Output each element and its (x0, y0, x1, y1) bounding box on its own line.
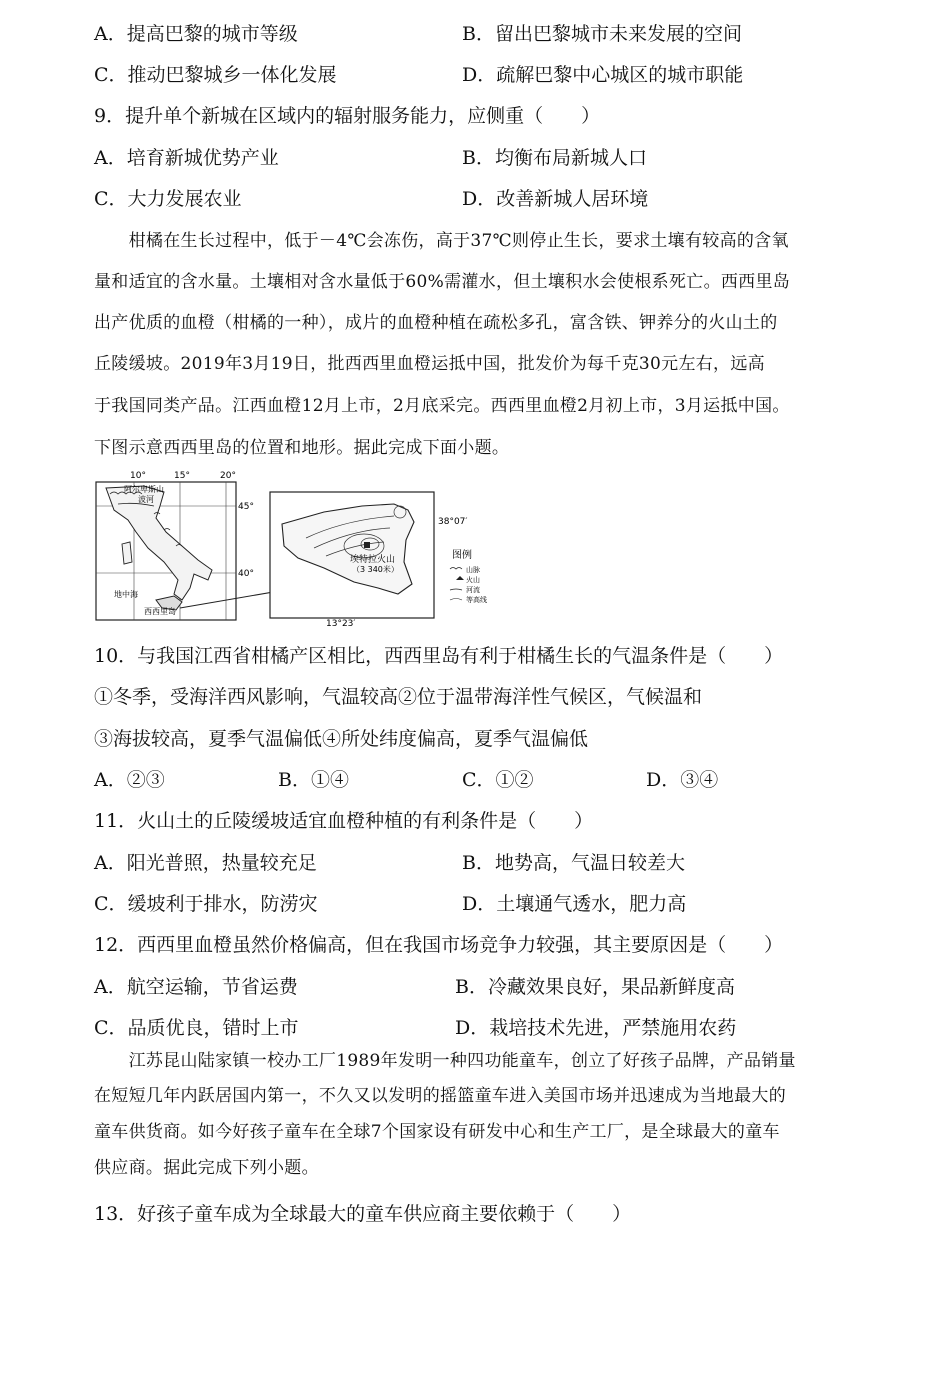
map-legend (450, 548, 487, 604)
passage1-line: 出产优质的血橙（柑橘的一种），成片的血橙种植在疏松多孔，富含铁、钾养分的火山土的 (94, 313, 778, 333)
legend-title: 图例 (452, 550, 472, 561)
lon-label: 20° (220, 471, 236, 481)
q8-option-d: D．疏解巴黎中心城区的城市职能 (462, 64, 744, 86)
q10-option-b: B．①④ (278, 769, 349, 791)
q10-option-c: C．①② (462, 769, 534, 791)
passage1-line: 柑橘在生长过程中，低于－4℃会冻伤，高于37℃则停止生长，要求土壤有较高的含氧 (94, 231, 789, 251)
q11-stem: 11．火山土的丘陵缓坡适宜血橙种植的有利条件是（ ） (94, 810, 594, 832)
q11-option-b: B．地势高，气温日较差大 (462, 852, 685, 874)
legend-item: 河流 (466, 586, 480, 594)
q11-option-c: C．缓坡利于排水，防涝灾 (94, 893, 318, 915)
q9-option-a: A．培育新城优势产业 (94, 147, 279, 169)
q9-option-c: C．大力发展农业 (94, 188, 242, 210)
q11-option-a: A．阳光普照，热量较充足 (94, 852, 317, 874)
lon-label: 10° (130, 471, 146, 481)
q12-option-b: B．冷藏效果良好，果品新鲜度高 (455, 976, 735, 998)
passage1-line: 量和适宜的含水量。土壤相对含水量低于60%需灌水，但土壤积水会使根系死亡。西西里岛 (94, 272, 791, 292)
sicily-detail-map (270, 492, 467, 626)
volcano-label: 埃特拉火山 (350, 555, 396, 565)
italy-overview-map (96, 471, 254, 620)
passage2-line: 江苏昆山陆家镇一校办工厂1989年发明一种四功能童车，创立了好孩子品牌，产品销量 (94, 1051, 796, 1071)
legend-item: 等高线 (466, 596, 487, 604)
q12-option-c: C．品质优良，错时上市 (94, 1017, 299, 1039)
passage2-line: 在短短几年内跃居国内第一，不久又以发明的摇篮童车进入美国市场并迅速成为当地最大的 (94, 1086, 786, 1106)
q12-option-d: D．栽培技术先进，严禁施用农药 (455, 1017, 737, 1039)
q12-option-a: A．航空运输，节省运费 (94, 976, 298, 998)
passage1-line: 于我国同类产品。江西血橙12月上市，2月底采完。西西里血橙2月初上市，3月运抵中国。 (94, 396, 790, 416)
sicily-location-map (94, 466, 504, 626)
q10-option-d: D．③④ (646, 769, 719, 791)
q8-option-b: B．留出巴黎城市未来发展的空间 (462, 23, 742, 45)
place-label: 波河 (138, 495, 154, 504)
passage2-line: 童车供货商。如今好孩子童车在全球7个国家设有研发中心和生产工厂，是全球最大的童车 (94, 1122, 780, 1142)
q10-statement: ①冬季，受海洋西风影响，气温较高②位于温带海洋性气候区，气候温和 (94, 686, 703, 708)
q9-stem: 9．提升单个新城在区域内的辐射服务能力，应侧重（ ） (94, 105, 601, 127)
passage1-line: 丘陵缓坡。2019年3月19日，批西西里血橙运抵中国，批发价为每千克30元左右，远高 (94, 354, 765, 374)
coord-label: 38°07′ (438, 517, 468, 527)
coord-label: 13°23′ (326, 619, 356, 626)
lon-label: 15° (174, 471, 190, 481)
q12-stem: 12．西西里血橙虽然价格偏高，但在我国市场竞争力较强，其主要原因是（ ） (94, 934, 784, 956)
q9-option-b: B．均衡布局新城人口 (462, 147, 647, 169)
place-label: 西西里岛 (144, 607, 176, 616)
legend-item: 山脉 (466, 566, 480, 574)
passage2-line: 供应商。据此完成下列小题。 (94, 1158, 319, 1178)
volcano-height: （3 340米） (352, 565, 399, 574)
lat-label: 40° (238, 569, 254, 579)
place-label: 阿尔卑斯山 (124, 485, 164, 494)
place-label: 地中海 (114, 590, 138, 599)
q10-statement: ③海拔较高，夏季气温偏低④所处纬度偏高，夏季气温偏低 (94, 728, 589, 750)
legend-item: 火山 (466, 576, 480, 584)
q10-stem: 10．与我国江西省柑橘产区相比，西西里岛有利于柑橘生长的气温条件是（ ） (94, 645, 784, 667)
q8-option-c: C．推动巴黎城乡一体化发展 (94, 64, 337, 86)
passage1-line: 下图示意西西里岛的位置和地形。据此完成下面小题。 (94, 438, 510, 458)
q13-stem: 13．好孩子童车成为全球最大的童车供应商主要依赖于（ ） (94, 1203, 632, 1225)
q11-option-d: D．土壤通气透水，肥力高 (462, 893, 687, 915)
q10-option-a: A．②③ (94, 769, 165, 791)
q8-option-a: A．提高巴黎的城市等级 (94, 23, 298, 45)
q9-option-d: D．改善新城人居环境 (462, 188, 649, 210)
lat-label: 45° (238, 502, 254, 512)
